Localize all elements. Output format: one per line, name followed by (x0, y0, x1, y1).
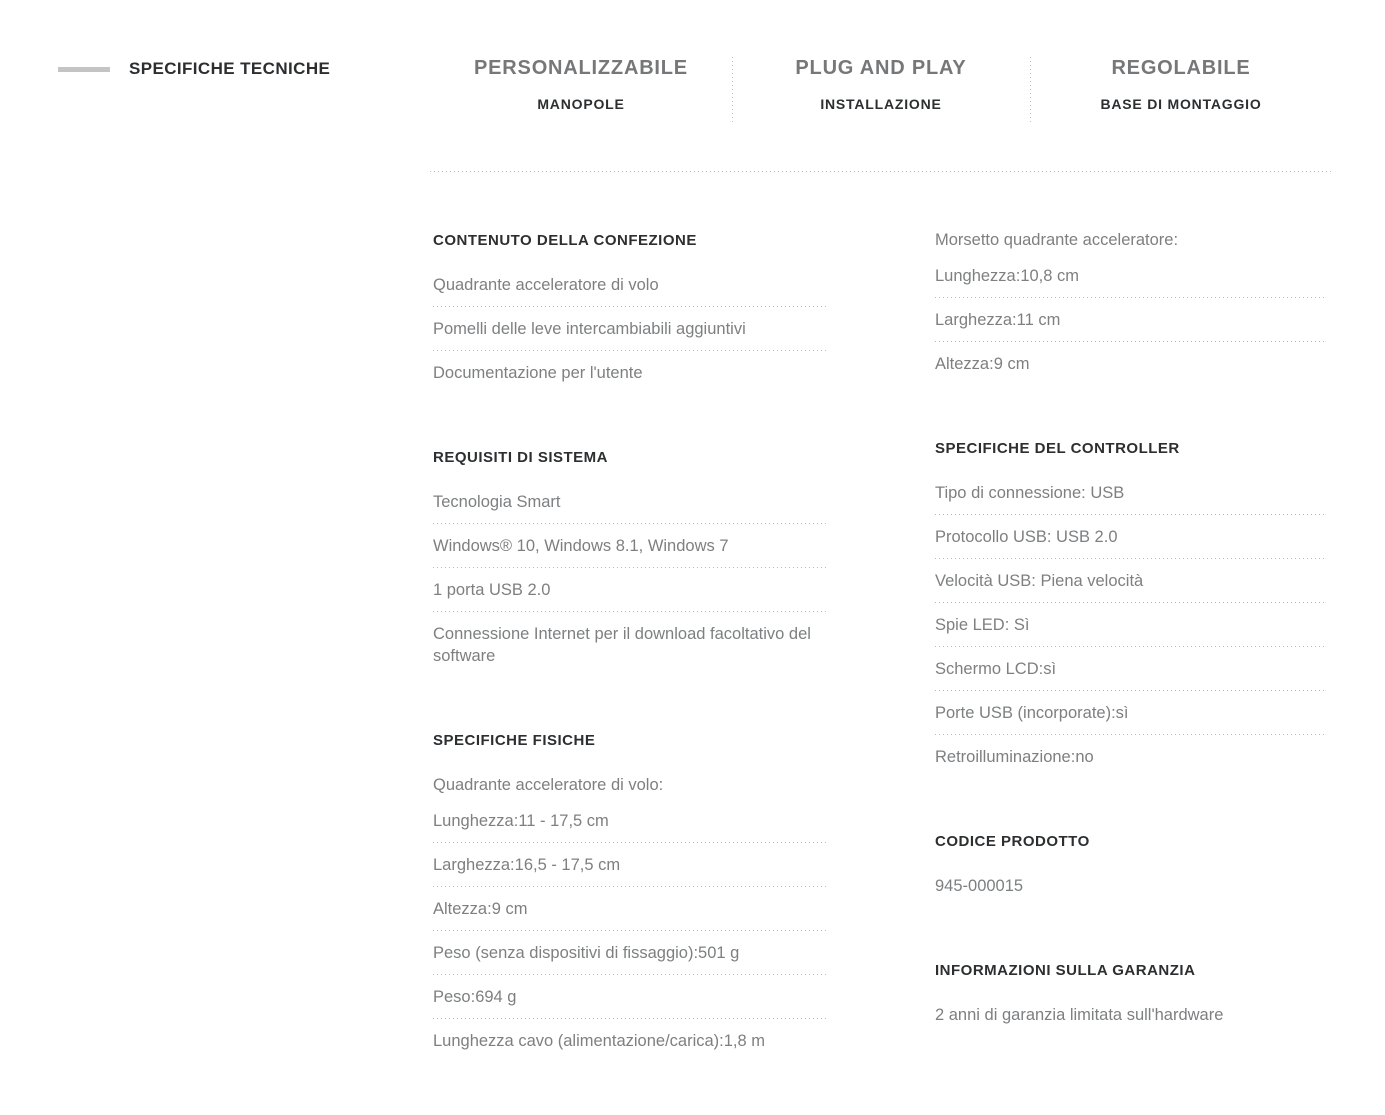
feature-separator (1030, 57, 1031, 122)
spec-item: Altezza:9 cm (935, 355, 1030, 373)
feature-item-regolabile[interactable] (1030, 48, 1332, 113)
spec-items (433, 480, 827, 678)
spec-heading: SPECIFICHE FISICHE (433, 732, 596, 749)
spec-item: Porte USB (incorporate):sì (935, 691, 1327, 735)
feature-separator (732, 57, 733, 122)
spec-item: 945-000015 (935, 877, 1024, 895)
feature-subtitle: BASE DI MONTAGGIO (1100, 96, 1262, 112)
spec-group-requisiti-sistema (433, 447, 827, 678)
spec-item: Tecnologia Smart (433, 480, 827, 524)
spec-item: Windows® 10, Windows 8.1, Windows 7 (433, 524, 827, 568)
spec-subheading: Quadrante acceleratore di volo: (433, 776, 664, 794)
spec-item: Retroilluminazione:no (935, 748, 1094, 766)
spec-item: Spie LED: Sì (935, 603, 1327, 647)
spec-item: Lunghezza:11 - 17,5 cm (433, 799, 827, 843)
spec-item: Larghezza:16,5 - 17,5 cm (433, 843, 827, 887)
spec-item: Quadrante acceleratore di volo (433, 263, 827, 307)
section-dash (58, 67, 110, 72)
feature-title: REGOLABILE (1111, 57, 1251, 79)
spec-item: Lunghezza:10,8 cm (935, 254, 1327, 298)
spec-item: Peso:694 g (433, 975, 827, 1019)
spec-heading: INFORMAZIONI SULLA GARANZIA (935, 962, 1196, 979)
spec-group-specifiche-fisiche (433, 730, 827, 1063)
spec-group-morsetto-quadrante (935, 229, 1327, 386)
spec-item: Connessione Internet per il download facoltativo del software (433, 625, 811, 665)
spec-item: Schermo LCD:sì (935, 647, 1327, 691)
feature-nav (430, 48, 1332, 113)
spec-items (935, 993, 1327, 1037)
spec-items (433, 263, 827, 395)
feature-item-plug-and-play[interactable] (732, 48, 1030, 113)
spec-group-specifiche-controller (935, 438, 1327, 779)
feature-subtitle: MANOPOLE (537, 96, 625, 112)
spec-items (433, 799, 827, 1063)
spec-group-codice-prodotto (935, 831, 1327, 908)
spec-heading: REQUISITI DI SISTEMA (433, 449, 609, 466)
spec-subheading: Morsetto quadrante acceleratore: (935, 231, 1179, 249)
spec-item: Tipo di connessione: USB (935, 471, 1327, 515)
feature-item-personalizzabile[interactable] (430, 48, 732, 113)
spec-items (935, 471, 1327, 779)
content-divider (430, 171, 1332, 172)
spec-group-contenuto-confezione (433, 230, 827, 395)
spec-item: Velocità USB: Piena velocità (935, 559, 1327, 603)
spec-item: Larghezza:11 cm (935, 298, 1327, 342)
spec-heading: CODICE PRODOTTO (935, 833, 1090, 850)
spec-item: 2 anni di garanzia limitata sull'hardware (935, 1006, 1224, 1024)
spec-item: Peso (senza dispositivi di fissaggio):501 g (433, 931, 827, 975)
spec-item: Protocollo USB: USB 2.0 (935, 515, 1327, 559)
spec-heading: CONTENUTO DELLA CONFEZIONE (433, 232, 697, 249)
spec-item: Documentazione per l'utente (433, 364, 643, 382)
feature-subtitle: INSTALLAZIONE (820, 96, 942, 112)
spec-item: Altezza:9 cm (433, 887, 827, 931)
section-label-specifiche-tecniche: SPECIFICHE TECNICHE (129, 59, 331, 78)
spec-items (935, 254, 1327, 386)
spec-item: Pomelli delle leve intercambiabili aggiuntivi (433, 307, 827, 351)
spec-group-informazioni-garanzia (935, 960, 1327, 1037)
spec-item: 1 porta USB 2.0 (433, 568, 827, 612)
specs-column-left (433, 230, 827, 1115)
feature-title: PLUG AND PLAY (795, 57, 967, 79)
spec-items (935, 864, 1327, 908)
spec-heading: SPECIFICHE DEL CONTROLLER (935, 440, 1180, 457)
feature-title: PERSONALIZZABILE (474, 57, 688, 79)
spec-item: Lunghezza cavo (alimentazione/carica):1,8 m (433, 1032, 766, 1050)
specs-column-right (935, 229, 1327, 1089)
